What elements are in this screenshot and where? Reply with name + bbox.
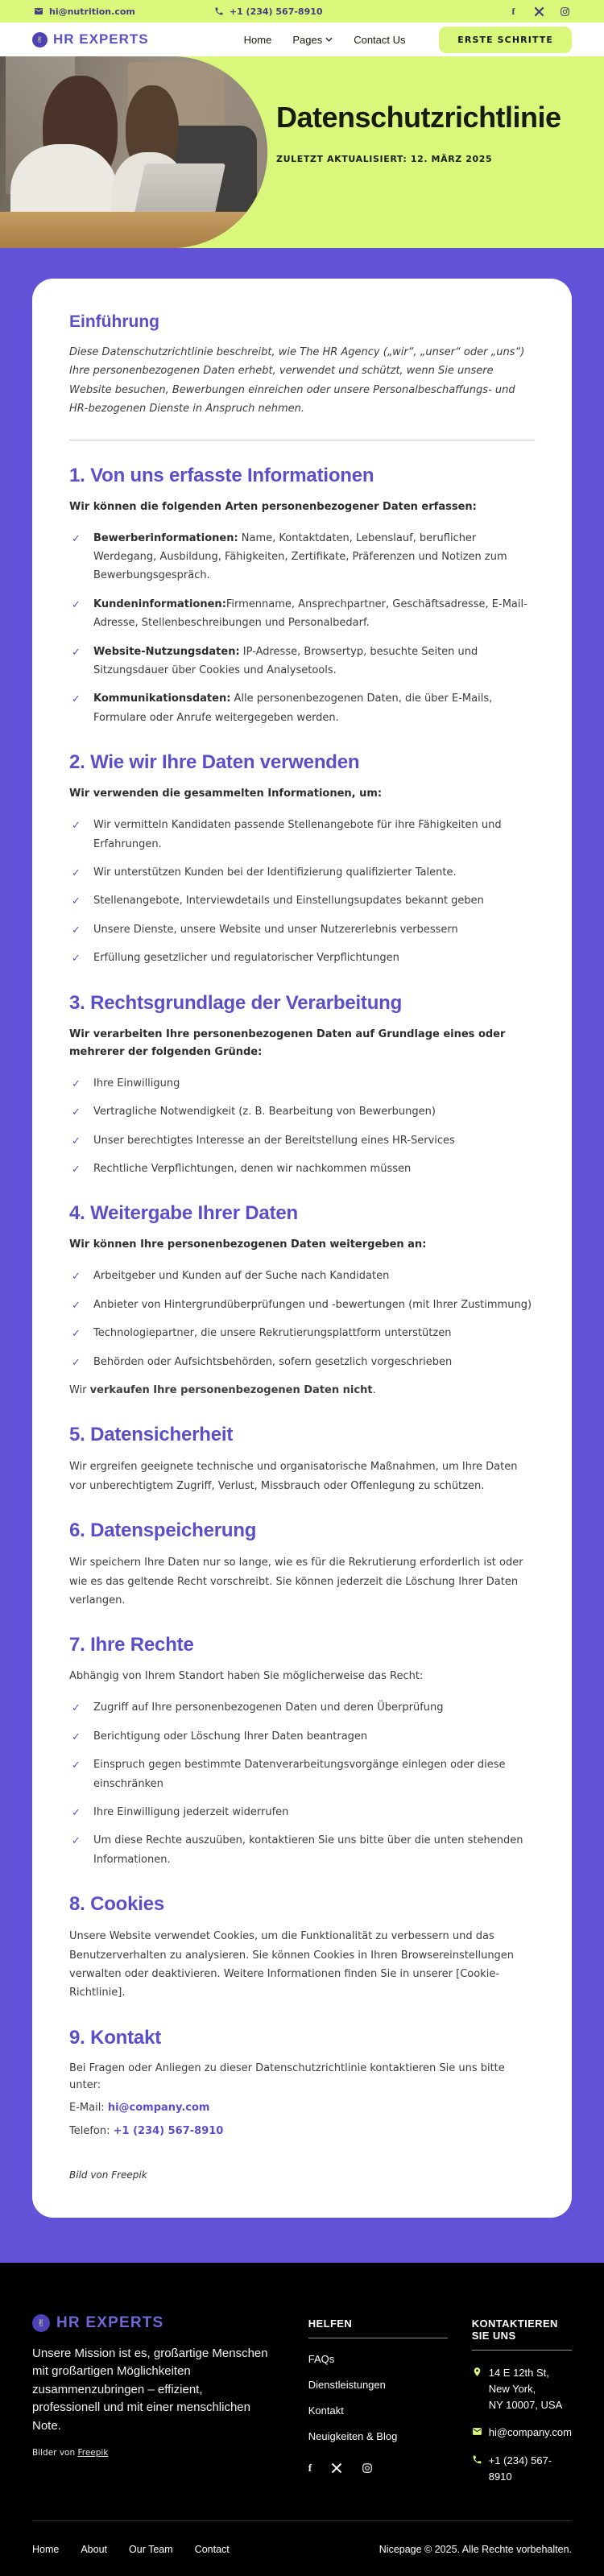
section-3-list bbox=[69, 1074, 535, 1179]
list-item: ✓ Berichtigung oder Löschung Ihrer Daten beantragen bbox=[69, 1727, 535, 1746]
footer-link-kontakt[interactable]: Kontakt bbox=[308, 2404, 344, 2417]
footer-logo-hand-icon: ✌ bbox=[32, 2314, 50, 2332]
list-item: ✓ Rechtliche Verpflichtungen, denen wir nachkommen müssen bbox=[69, 1160, 535, 1178]
list-item: ✓ Wir unterstützen Kunden bei der Identifizierung qualifizierter Talente. bbox=[69, 863, 535, 882]
check-icon: ✓ bbox=[72, 867, 81, 880]
hero-photo bbox=[0, 56, 267, 248]
check-icon: ✓ bbox=[72, 820, 81, 833]
list-item: ✓ Kundeninformationen:Firmenname, Ansprechpartner, Geschäftsadresse, E-Mail-Adresse, Stellenbeschreibungen und Personalbedarf. bbox=[69, 595, 535, 633]
check-icon: ✓ bbox=[72, 1135, 81, 1147]
list-item: ✓ Behörden oder Aufsichtsbehörden, sofern gesetzlich vorgeschrieben bbox=[69, 1353, 535, 1371]
section-9-paragraph: Bei Fragen oder Anliegen zu dieser Datenschutzrichtlinie kontaktieren Sie uns bitte unter: bbox=[69, 2061, 505, 2091]
kontaktieren-heading: KONTAKTIEREN SIE UNS bbox=[471, 2317, 558, 2342]
logo-text: HR EXPERTS bbox=[53, 31, 149, 47]
section-2-lead: Wir verwenden die gesammelten Informationen, um: bbox=[69, 788, 383, 800]
section-6-heading: 6. Datenspeicherung bbox=[69, 1520, 257, 1542]
footer-image-credit: Bilder von Freepik bbox=[32, 2448, 109, 2458]
topbar-social-links bbox=[508, 6, 570, 17]
intro-paragraph: Diese Datenschutzrichtlinie beschreibt, wie The HR Agency („wir“, „unser“ oder „uns“) Ihre personenbezogenen Daten erhebt, verwendet und schützt, wenn Sie unsere Website besuchen, Bewerbungen einreichen oder unsere Personalbeschaffungs- und HR-bezogenen Dienste in Anspruch nehmen. bbox=[69, 346, 525, 416]
main-section bbox=[0, 248, 604, 2263]
section-4-list bbox=[69, 1267, 535, 1371]
footer-phone-link[interactable]: +1 (234) 567-8910 bbox=[472, 2453, 572, 2485]
list-item: ✓ Einspruch gegen bestimmte Datenverarbeitungsvorgänge einlegen oder diese einschränken bbox=[69, 1755, 535, 1793]
contact-phone-line: Telefon: +1 (234) 567-8910 bbox=[69, 2125, 224, 2138]
footer-facebook-icon[interactable]: f bbox=[308, 2461, 312, 2474]
list-item: ✓ Kommunikationsdaten: Alle personenbezogenen Daten, die über E-Mails, Formulare oder Anrufe weitergegeben werden. bbox=[69, 689, 535, 727]
list-item: ✓ Ihre Einwilligung jederzeit widerrufen bbox=[69, 1803, 535, 1821]
section-7-list bbox=[69, 1698, 535, 1869]
section-4-outro: Wir verkaufen Ihre personenbezogenen Daten nicht. bbox=[69, 1384, 376, 1397]
section-5-heading: 5. Datensicherheit bbox=[69, 1424, 234, 1446]
footer-envelope-icon bbox=[472, 2426, 482, 2437]
chevron-down-icon bbox=[325, 37, 333, 42]
check-icon: ✓ bbox=[72, 1328, 81, 1341]
check-icon: ✓ bbox=[72, 1759, 81, 1772]
check-icon: ✓ bbox=[72, 1356, 81, 1369]
footer-brand-column bbox=[32, 2314, 275, 2466]
check-icon: ✓ bbox=[72, 532, 81, 545]
helfen-heading: HELFEN bbox=[308, 2317, 353, 2330]
site-footer bbox=[0, 2263, 604, 2576]
footer-link-dienstleistungen[interactable]: Dienstleistungen bbox=[308, 2378, 386, 2391]
map-pin-icon bbox=[472, 2367, 482, 2377]
kontaktieren-divider bbox=[472, 2350, 572, 2351]
check-icon: ✓ bbox=[72, 1299, 81, 1312]
footer-phone-icon bbox=[472, 2454, 482, 2465]
footer-nav-contact[interactable]: Contact bbox=[194, 2543, 230, 2555]
section-8-paragraph: Unsere Website verwendet Cookies, um die Funktionalität zu verbessern und das Benutzerverhalten zu analysieren. Sie können Cookies in Ihren Browsereinstellungen verwalten oder deaktivieren. Weitere Informationen finden Sie in unserer [Cookie-Richtlinie]. bbox=[69, 1930, 515, 1999]
contact-email-line: E-Mail: hi@company.com bbox=[69, 2102, 210, 2115]
footer-freepik-link[interactable]: Freepik bbox=[77, 2448, 109, 2458]
hero-section bbox=[0, 56, 604, 248]
section-3-heading: 3. Rechtsgrundlage der Verarbeitung bbox=[69, 991, 403, 1014]
nav-contact-us[interactable]: Contact Us bbox=[354, 33, 406, 46]
topbar-email-text: hi@nutrition.com bbox=[49, 6, 135, 17]
footer-link-faqs[interactable]: FAQs bbox=[308, 2352, 335, 2365]
section-6-paragraph: Wir speichern Ihre Daten nur so lange, wie es für die Rekrutierung erforderlich ist oder wie es das geltende Recht vorschreibt. Sie können jederzeit die Löschung Ihrer Daten verlangen. bbox=[69, 1557, 523, 1606]
copyright-text: Nicepage © 2025. Alle Rechte vorbehalten. bbox=[379, 2543, 572, 2555]
check-icon: ✓ bbox=[72, 953, 81, 965]
check-icon: ✓ bbox=[72, 895, 81, 908]
list-item: ✓ Ihre Einwilligung bbox=[69, 1074, 535, 1093]
hero-text-block bbox=[276, 101, 576, 164]
check-icon: ✓ bbox=[72, 1271, 81, 1284]
logo-hand-icon: ✌ bbox=[32, 32, 48, 48]
section-9-heading: 9. Kontakt bbox=[69, 2026, 162, 2049]
main-nav bbox=[244, 34, 406, 46]
footer-email-link[interactable]: hi@company.com bbox=[472, 2425, 572, 2441]
page-title: Datenschutzrichtlinie bbox=[276, 101, 561, 134]
logo[interactable] bbox=[32, 31, 149, 48]
image-credit: Bild von Freepik bbox=[69, 2169, 147, 2181]
site-header bbox=[0, 23, 604, 56]
section-5-paragraph: Wir ergreifen geeignete technische und organisatorische Maßnahmen, um Ihre Daten vor unberechtigtem Zugriff, Verlust, Missbrauch oder Offenlegung zu schützen. bbox=[69, 1461, 518, 1492]
x-twitter-icon[interactable] bbox=[534, 6, 544, 17]
footer-helfen-column bbox=[308, 2314, 448, 2475]
facebook-icon[interactable]: f bbox=[511, 5, 515, 17]
list-item: ✓ Unsere Dienste, unsere Website und unser Nutzererlebnis verbessern bbox=[69, 920, 535, 939]
check-icon: ✓ bbox=[72, 1807, 81, 1820]
intro-heading: Einführung bbox=[69, 312, 159, 331]
freepik-link[interactable]: Freepik bbox=[111, 2169, 147, 2181]
footer-bottom-bar bbox=[32, 2521, 572, 2555]
list-item: ✓ Bewerberinformationen: Name, Kontaktdaten, Lebenslauf, beruflicher Werdegang, Ausbildung, Fähigkeiten, Zertifikate, Präferenzen und Notizen zum Bewerbungsgespräch. bbox=[69, 529, 535, 585]
footer-link-neuigkeiten-blog[interactable]: Neuigkeiten & Blog bbox=[308, 2429, 398, 2442]
topbar-email-link[interactable] bbox=[34, 6, 135, 17]
list-item: ✓ Technologiepartner, die unsere Rekrutierungsplattform unterstützen bbox=[69, 1324, 535, 1342]
section-7-heading: 7. Ihre Rechte bbox=[69, 1634, 194, 1656]
nav-home[interactable]: Home bbox=[243, 33, 272, 46]
footer-contact-column bbox=[472, 2314, 572, 2496]
check-icon: ✓ bbox=[72, 693, 81, 706]
footer-nav-home[interactable]: Home bbox=[32, 2543, 60, 2555]
check-icon: ✓ bbox=[72, 1702, 81, 1715]
list-item: ✓ Website-Nutzungsdaten: IP-Adresse, Browsertyp, besuchte Seiten und Sitzungsdauer über Cookies und Analysetools. bbox=[69, 643, 535, 680]
footer-mission-text: Unsere Mission ist es, großartige Menschen mit großartigen Möglichkeiten zusammenzubringen – effizient, professionell und mit einer menschlichen Note. bbox=[32, 2346, 268, 2433]
footer-nav-our-team[interactable]: Our Team bbox=[129, 2543, 173, 2555]
check-icon: ✓ bbox=[72, 1163, 81, 1176]
section-7-lead: Abhängig von Ihrem Standort haben Sie möglicherweise das Recht: bbox=[69, 1670, 424, 1683]
footer-logo[interactable] bbox=[32, 2314, 275, 2332]
nav-pages-label: Pages bbox=[292, 33, 323, 46]
footer-logo-text: HR EXPERTS bbox=[56, 2313, 164, 2331]
footer-instagram-icon[interactable] bbox=[362, 2462, 373, 2475]
check-icon: ✓ bbox=[72, 1106, 81, 1119]
list-item: ✓ Erfüllung gesetzlicher und regulatorischer Verpflichtungen bbox=[69, 949, 535, 967]
check-icon: ✓ bbox=[72, 924, 81, 937]
footer-address: 14 E 12th St, New York, NY 10007, USA bbox=[472, 2365, 572, 2413]
topbar-phone-link[interactable] bbox=[214, 6, 323, 17]
section-2-list bbox=[69, 816, 535, 967]
check-icon: ✓ bbox=[72, 1730, 81, 1743]
list-item: ✓ Unser berechtigtes Interesse an der Bereitstellung eines HR-Services bbox=[69, 1131, 535, 1150]
phone-icon bbox=[214, 6, 224, 16]
section-4-heading: 4. Weitergabe Ihrer Daten bbox=[69, 1202, 298, 1225]
list-item: ✓ Arbeitgeber und Kunden auf der Suche nach Kandidaten bbox=[69, 1267, 535, 1285]
nav-pages[interactable] bbox=[292, 34, 333, 46]
section-1-heading: 1. Von uns erfasste Informationen bbox=[69, 464, 374, 486]
list-item: ✓ Um diese Rechte auszuüben, kontaktieren Sie uns bitte über die unten stehenden Informationen. bbox=[69, 1831, 535, 1869]
top-bar bbox=[0, 0, 604, 23]
check-icon: ✓ bbox=[72, 598, 81, 611]
check-icon: ✓ bbox=[72, 1077, 81, 1090]
section-1-list bbox=[69, 529, 535, 728]
section-2-heading: 2. Wie wir Ihre Daten verwenden bbox=[69, 751, 360, 774]
section-3-lead: Wir verarbeiten Ihre personenbezogenen Daten auf Grundlage eines oder mehrerer der folgenden Gründe: bbox=[69, 1028, 506, 1058]
list-item: ✓ Stellenangebote, Interviewdetails und Einstellungsupdates bekannt geben bbox=[69, 891, 535, 910]
envelope-icon bbox=[34, 6, 43, 16]
erste-schritte-button[interactable]: ERSTE SCHRITTE bbox=[439, 27, 572, 53]
section-8-heading: 8. Cookies bbox=[69, 1893, 165, 1916]
section-4-lead: Wir können Ihre personenbezogenen Daten weitergeben an: bbox=[69, 1238, 427, 1251]
footer-social-links bbox=[308, 2462, 448, 2475]
section-1-lead: Wir können die folgenden Arten personenbezogener Daten erfassen: bbox=[69, 500, 477, 513]
list-item: ✓ Anbieter von Hintergrundüberprüfungen und -bewertungen (mit Ihrer Zustimmung) bbox=[69, 1296, 535, 1314]
check-icon: ✓ bbox=[72, 646, 81, 659]
footer-nav bbox=[32, 2544, 230, 2555]
instagram-icon[interactable] bbox=[560, 6, 570, 17]
contact-email-link[interactable]: hi@company.com bbox=[107, 2102, 210, 2115]
policy-card bbox=[32, 279, 572, 2218]
list-item: ✓ Vertragliche Notwendigkeit (z. B. Bearbeitung von Bewerbungen) bbox=[69, 1102, 535, 1121]
last-updated-label: ZULETZT AKTUALISIERT: 12. MÄRZ 2025 bbox=[276, 153, 493, 164]
topbar-phone-text: +1 (234) 567-8910 bbox=[229, 6, 323, 17]
footer-nav-about[interactable]: About bbox=[81, 2543, 108, 2555]
footer-x-twitter-icon[interactable] bbox=[331, 2462, 342, 2475]
check-icon: ✓ bbox=[72, 1835, 81, 1848]
list-item: ✓ Zugriff auf Ihre personenbezogenen Daten und deren Überprüfung bbox=[69, 1698, 535, 1717]
contact-phone-link[interactable]: +1 (234) 567-8910 bbox=[113, 2125, 224, 2138]
list-item: ✓ Wir vermitteln Kandidaten passende Stellenangebote für ihre Fähigkeiten und Erfahrungen. bbox=[69, 816, 535, 854]
